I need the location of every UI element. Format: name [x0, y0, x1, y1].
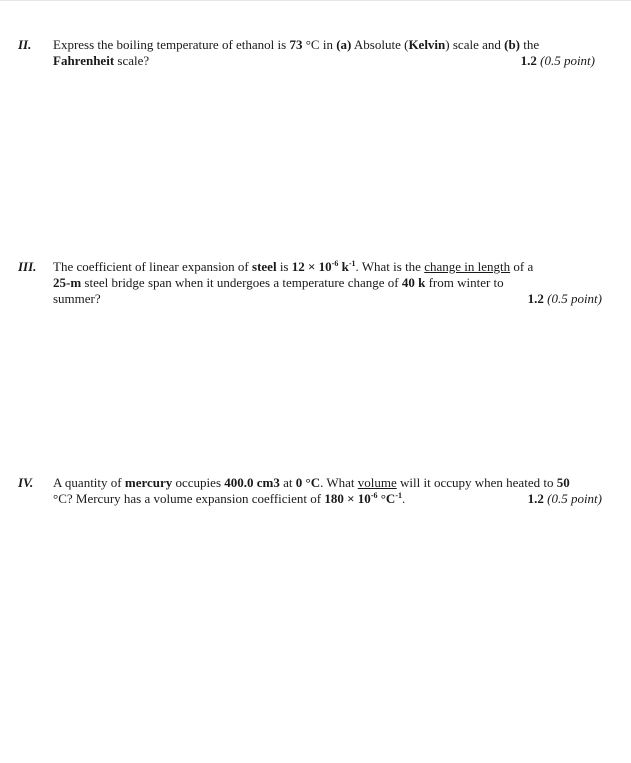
points-label: 1.2 (0.5 point)	[527, 491, 602, 506]
question-2	[18, 37, 598, 69]
question-text	[53, 37, 598, 69]
question-line-1: Express the boiling temperature of ethanol is 73 °C in (a) Absolute (Kelvin) scale and (b) the	[53, 37, 540, 52]
question-4	[18, 475, 602, 507]
question-text	[53, 259, 602, 307]
question-line-1: The coefficient of linear expansion of steel is $12 \times 10^{-6}$ $k^{-1}$. What is the change in length of a	[53, 259, 534, 274]
points-label: 1.2 (0.5 point)	[520, 53, 595, 68]
question-number: IV.	[18, 475, 34, 490]
question-line-1: A quantity of mercury occupies 400.0 cm3 at 0 °C. What volume will it occupy when heated to 50	[53, 475, 570, 490]
points-label: 1.2 (0.5 point)	[527, 291, 602, 306]
question-text	[53, 475, 602, 507]
question-line-2: 25-m steel bridge span when it undergoes a temperature change of 40 k from winter to	[53, 275, 504, 290]
question-line-3: summer? 1.2 (0.5 point)	[53, 291, 602, 306]
question-line-2: Fahrenheit scale? 1.2 (0.5 point)	[53, 53, 595, 68]
question-3	[18, 259, 602, 307]
page-top-border	[0, 0, 631, 1]
question-line-2: °C? Mercury has a volume expansion coefficient of $180 \times 10^{-6}$ $^\circ C^{-1}$. 1.2 (0.5 point)	[53, 491, 602, 506]
question-number: II.	[18, 37, 32, 52]
question-number: III.	[18, 259, 37, 274]
